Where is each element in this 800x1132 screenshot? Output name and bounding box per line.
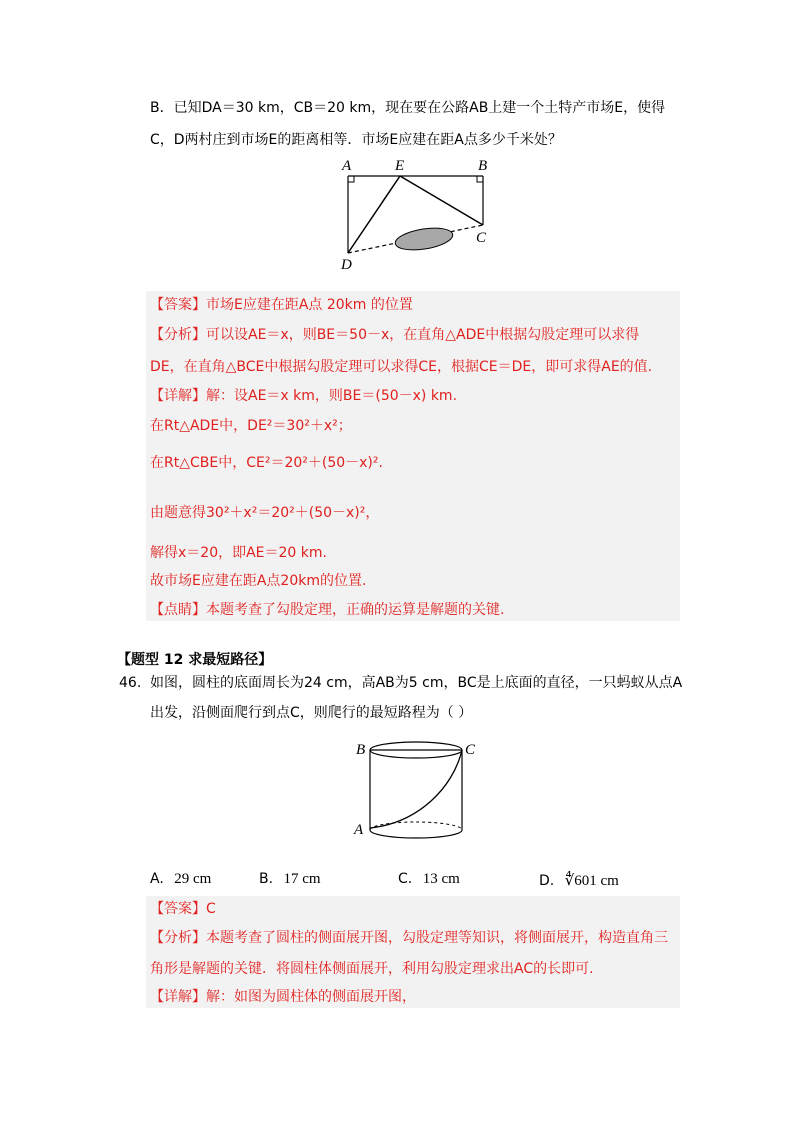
comment-45: 【点睛】本题考查了勾股定理，正确的运算是解题的关键. — [150, 602, 505, 618]
analysis-46-line2: 角形是解题的关键．将圆柱体侧面展开，利用勾股定理求出AC的长即可. — [150, 961, 594, 977]
option-b-value: 17 cm — [283, 871, 321, 887]
option-d[interactable] — [539, 871, 619, 890]
option-a[interactable] — [150, 871, 211, 888]
detail-46: 【详解】解：如图为圆柱体的侧面展开图， — [150, 989, 416, 1005]
analysis-45-line2: DE，在直角△BCE中根据勾股定理可以求得CE，根据CE＝DE，即可求得AE的值. — [150, 359, 653, 375]
cylinder-label-a: A — [354, 822, 364, 838]
step-45-4: 解得x＝20，即AE＝20 km. — [150, 545, 327, 561]
problem46-line2: 出发，沿侧面爬行到点C，则爬行的最短路程为（ ） — [150, 705, 473, 721]
cylinder-label-b: B — [356, 742, 366, 758]
road-market-diagram — [338, 158, 508, 273]
option-c-key: C. — [398, 871, 413, 887]
analysis-46-line1: 【分析】本题考查了圆柱的侧面展开图，勾股定理等知识，将侧面展开，构造直角三 — [150, 930, 668, 946]
option-d-key: D. — [539, 873, 555, 889]
option-c-value: 13 cm — [422, 871, 460, 887]
option-b-key: B. — [259, 871, 274, 887]
problem46-line1: 如图，圆柱的底面周长为24 cm，高AB为5 cm，BC是上底面的直径，一只蚂蚁从点A — [150, 675, 683, 691]
answer-46: 【答案】C — [150, 901, 216, 917]
cylinder-diagram — [348, 738, 488, 853]
option-b[interactable] — [259, 871, 321, 888]
option-d-value: ∜601 cm — [564, 873, 619, 889]
problem45-line1: B．已知DA＝30 km，CB＝20 km，现在要在公路AB上建一个土特产市场E，使得 — [150, 100, 666, 116]
step-45-3: 由题意得30²＋x²＝20²＋(50－x)²， — [150, 505, 380, 521]
diagram-label-a: A — [342, 158, 352, 174]
problem45-line2: C，D两村庄到市场E的距离相等．市场E应建在距A点多少千米处？ — [150, 132, 562, 148]
analysis-45-line1: 【分析】可以设AE＝x，则BE＝50－x，在直角△ADE中根据勾股定理可以求得 — [150, 327, 640, 343]
diagram-label-e: E — [395, 158, 405, 174]
problem46-number: 46. — [119, 675, 142, 691]
option-a-value: 29 cm — [174, 871, 212, 887]
option-a-key: A. — [150, 871, 164, 887]
step-45-1: 在Rt△ADE中，DE²＝30²＋x²； — [150, 418, 352, 434]
diagram-label-b: B — [478, 158, 488, 174]
detail-45: 【详解】解：设AE＝x km，则BE＝(50－x) km. — [150, 388, 458, 404]
step-45-5: 故市场E应建在距A点20km的位置. — [150, 573, 367, 589]
answer-45: 【答案】市场E应建在距A点 20km 的位置 — [150, 297, 413, 313]
diagram-label-d: D — [341, 257, 352, 273]
option-c[interactable] — [398, 871, 460, 888]
diagram-label-c: C — [476, 230, 487, 246]
cylinder-label-c: C — [465, 742, 476, 758]
step-45-2: 在Rt△CBE中，CE²＝20²＋(50－x)². — [150, 455, 383, 471]
section-heading: 【题型 12 求最短路径】 — [117, 652, 273, 668]
